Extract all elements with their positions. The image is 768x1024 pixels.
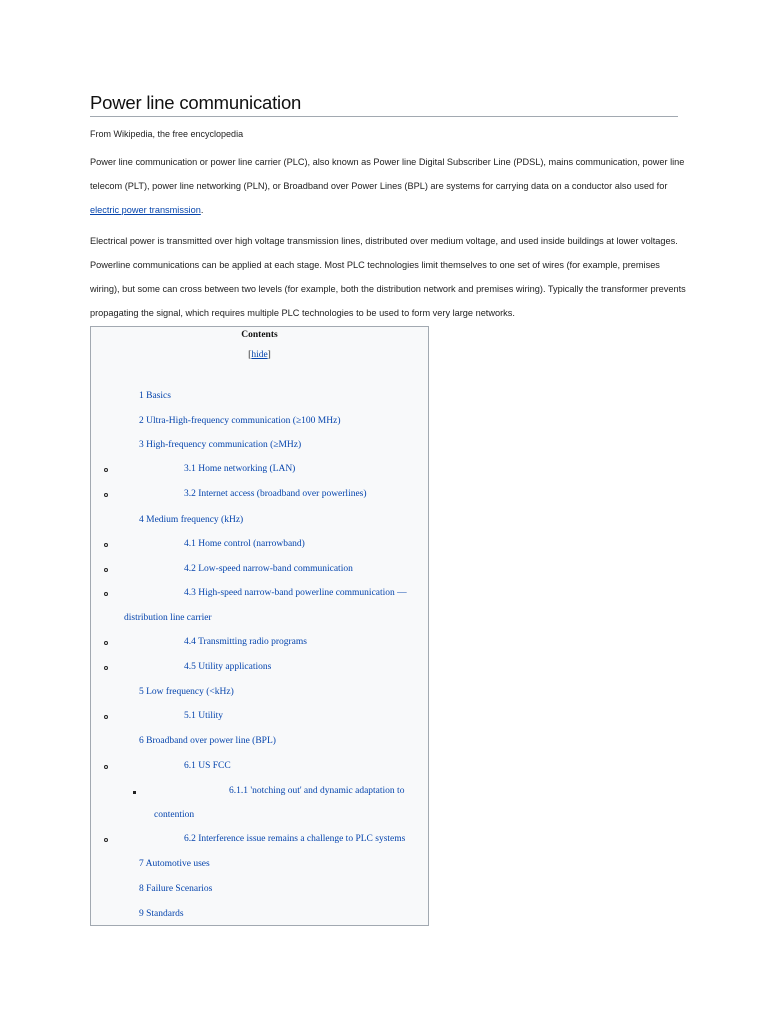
intro-paragraph-text: Power line communication or power line carrier (PLC), also known as Power line Digital Subscriber Line (PDSL), mains communication, power line telecom (PLT), power line networking (PLN), or Broadband over Power Lines (BPL) are systems for carrying data on a conductor also used for — [90, 157, 685, 191]
toc-item-home-control[interactable]: 4.1 Home control (narrowband) — [184, 539, 305, 549]
toc-title: Contents — [241, 330, 278, 340]
electric-power-transmission-link[interactable]: electric power transmission — [90, 205, 201, 215]
title-divider — [90, 116, 678, 117]
toc-bullet — [133, 791, 136, 794]
toc-bullet — [104, 543, 108, 547]
toc-hide-link[interactable]: hide — [251, 350, 268, 360]
table-of-contents — [90, 326, 429, 926]
toc-item-utility[interactable]: 5.1 Utility — [184, 711, 224, 721]
toc-item-interference[interactable]: 6.2 Interference issue remains a challenge to PLC systems — [184, 834, 406, 844]
toc-item-internet-access[interactable]: 3.2 Internet access (broadband over powerlines) — [184, 489, 367, 499]
toc-bullet — [104, 838, 108, 842]
second-paragraph: Electrical power is transmitted over high voltage transmission lines, distributed over medium voltage, and used inside buildings at lower voltages. Powerline communications can be applied at each stage. Most PLC technologies limit themselves to one set of wires (for example, premises wiring), but some can cross between two levels (for example, both the distribution network and premises wiring). Typically the transformer prevents propagating the signal, which requires multiple PLC technologies to be used to form very large networks. — [90, 236, 686, 318]
intro-paragraph-end: . — [200, 205, 204, 215]
toc-item-medium-frequency[interactable]: 4 Medium frequency (kHz) — [139, 515, 244, 525]
toc-bullet — [104, 715, 108, 719]
toc-bullet — [104, 468, 108, 472]
toc-bullet — [104, 666, 108, 670]
toc-bullet — [104, 641, 108, 645]
toc-item-high-speed-narrowband[interactable]: 4.3 High-speed narrow-band powerline communication — — [184, 588, 407, 598]
toc-toggle-open: [ — [248, 350, 252, 360]
toc-item-low-speed-narrowband[interactable]: 4.2 Low-speed narrow-band communication — [184, 564, 353, 574]
toc-item-bpl[interactable]: 6 Broadband over power line (BPL) — [139, 736, 276, 746]
toc-item-uhf-communication[interactable]: 2 Ultra-High-frequency communication (≥100 MHz) — [139, 416, 341, 426]
toc-item-standards[interactable]: 9 Standards — [139, 909, 184, 919]
toc-item-failure-scenarios[interactable]: 8 Failure Scenarios — [139, 884, 213, 894]
toc-item-notching-out[interactable]: 6.1.1 'notching out' and dynamic adaptation to — [229, 786, 405, 796]
toc-bullet — [104, 765, 108, 769]
toc-item-utility-applications[interactable]: 4.5 Utility applications — [184, 662, 272, 672]
toc-item-hf-communication[interactable]: 3 High-frequency communication (≥MHz) — [139, 440, 302, 450]
toc-item-us-fcc[interactable]: 6.1 US FCC — [184, 761, 231, 771]
toc-item-automotive[interactable]: 7 Automotive uses — [139, 859, 210, 869]
toc-toggle-close: ] — [267, 350, 271, 360]
toc-item-home-networking[interactable]: 3.1 Home networking (LAN) — [184, 464, 296, 474]
toc-item-notching-out-cont[interactable]: contention — [154, 810, 195, 820]
toc-bullet — [104, 493, 108, 497]
toc-toggle — [91, 350, 428, 360]
toc-item-high-speed-narrowband-cont[interactable]: distribution line carrier — [124, 613, 212, 623]
page-title: Power line communication — [90, 92, 302, 113]
toc-bullet — [104, 592, 108, 596]
toc-item-basics[interactable]: 1 Basics — [139, 391, 171, 401]
toc-bullet — [104, 568, 108, 572]
article-subtitle: From Wikipedia, the free encyclopedia — [90, 129, 244, 139]
toc-item-low-frequency[interactable]: 5 Low frequency (<kHz) — [139, 687, 234, 697]
toc-item-radio-programs[interactable]: 4.4 Transmitting radio programs — [184, 637, 307, 647]
intro-paragraph — [90, 150, 686, 222]
